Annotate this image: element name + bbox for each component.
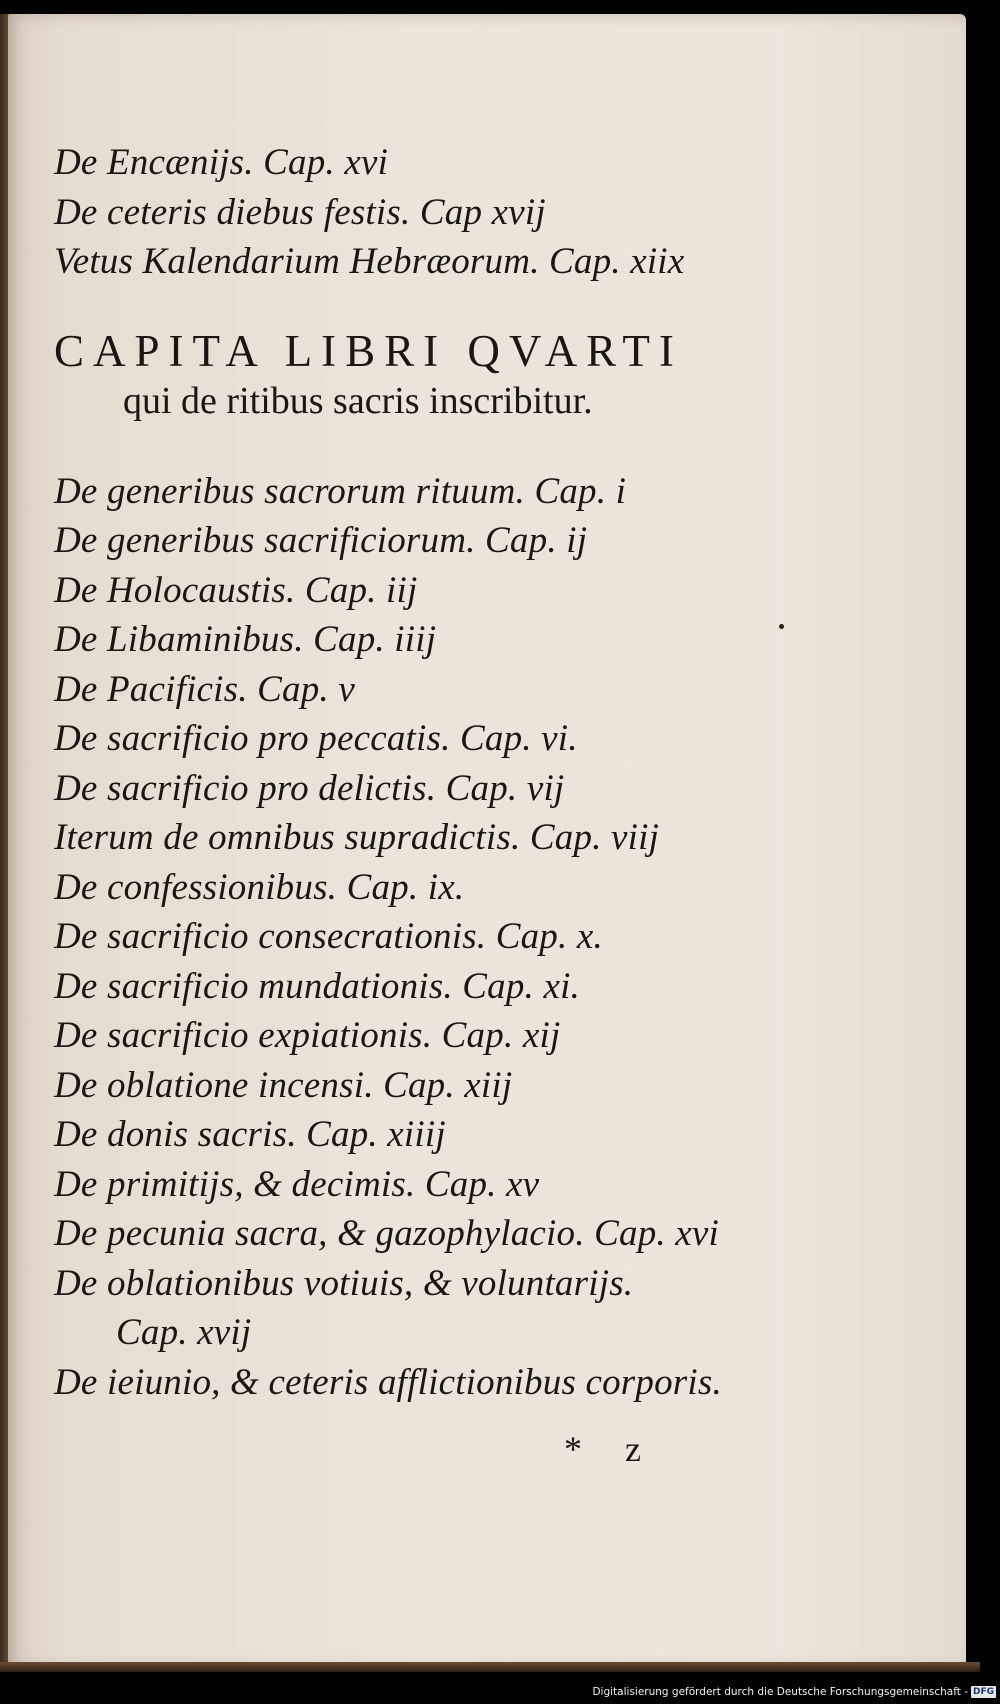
toc-entry: De sacrificio consecrationis. Cap. x. <box>54 916 603 957</box>
toc-entry: De pecunia sacra, & gazophylacio. Cap. xvi <box>54 1213 720 1254</box>
toc-entry: De ceteris diebus festis. Cap xvij <box>54 191 546 233</box>
ink-speck <box>779 624 784 629</box>
dfg-logo-icon: DFG <box>972 1687 994 1697</box>
section-subheading: qui de ritibus sacris inscribitur. <box>123 379 593 422</box>
toc-entry: De oblationibus votiuis, & voluntarijs. <box>54 1262 634 1304</box>
toc-entry: De sacrificio pro peccatis. Cap. vi. <box>54 718 578 759</box>
toc-entry: Iterum de omnibus supradictis. Cap. viij <box>54 817 660 858</box>
toc-entry: Vetus Kalendarium Hebræorum. Cap. xiix <box>54 241 685 282</box>
digitization-credit <box>592 1686 996 1698</box>
toc-entry: De confessionibus. Cap. ix. <box>54 866 465 908</box>
page-bottom-edge <box>0 1662 980 1672</box>
table-of-contents <box>54 138 774 1407</box>
toc-entry: De generibus sacrificiorum. Cap. ij <box>54 520 588 561</box>
toc-entry: De ieiunio, & ceteris afflictionibus corporis. <box>54 1361 722 1403</box>
toc-entry: De Pacificis. Cap. v <box>54 668 355 710</box>
toc-entry: De Holocaustis. Cap. iij <box>54 569 418 611</box>
signature-and-catchword <box>564 1428 641 1470</box>
toc-entry: De sacrificio pro delictis. Cap. vij <box>54 767 565 809</box>
toc-entry: De oblatione incensi. Cap. xiij <box>54 1064 513 1106</box>
toc-entry: De primitijs, & decimis. Cap. xv <box>54 1163 540 1205</box>
credit-text: Digitalisierung gefördert durch die Deutsche Forschungsgemeinschaft - <box>592 1686 968 1698</box>
toc-entry: De generibus sacrorum rituum. Cap. i <box>54 470 627 512</box>
signature-mark: * <box>564 1429 582 1469</box>
toc-entry: De Encænijs. Cap. xvi <box>54 142 389 183</box>
section-heading: CAPITA LIBRI QVARTI <box>54 325 683 376</box>
catchword: z <box>625 1429 641 1469</box>
toc-entry-continuation: Cap. xvij <box>116 1312 252 1353</box>
toc-entry: De sacrificio expiationis. Cap. xij <box>54 1015 561 1056</box>
toc-entry: De Libaminibus. Cap. iiij <box>54 619 437 660</box>
toc-entry: De donis sacris. Cap. xiiij <box>54 1114 446 1155</box>
toc-entry: De sacrificio mundationis. Cap. xi. <box>54 965 580 1007</box>
